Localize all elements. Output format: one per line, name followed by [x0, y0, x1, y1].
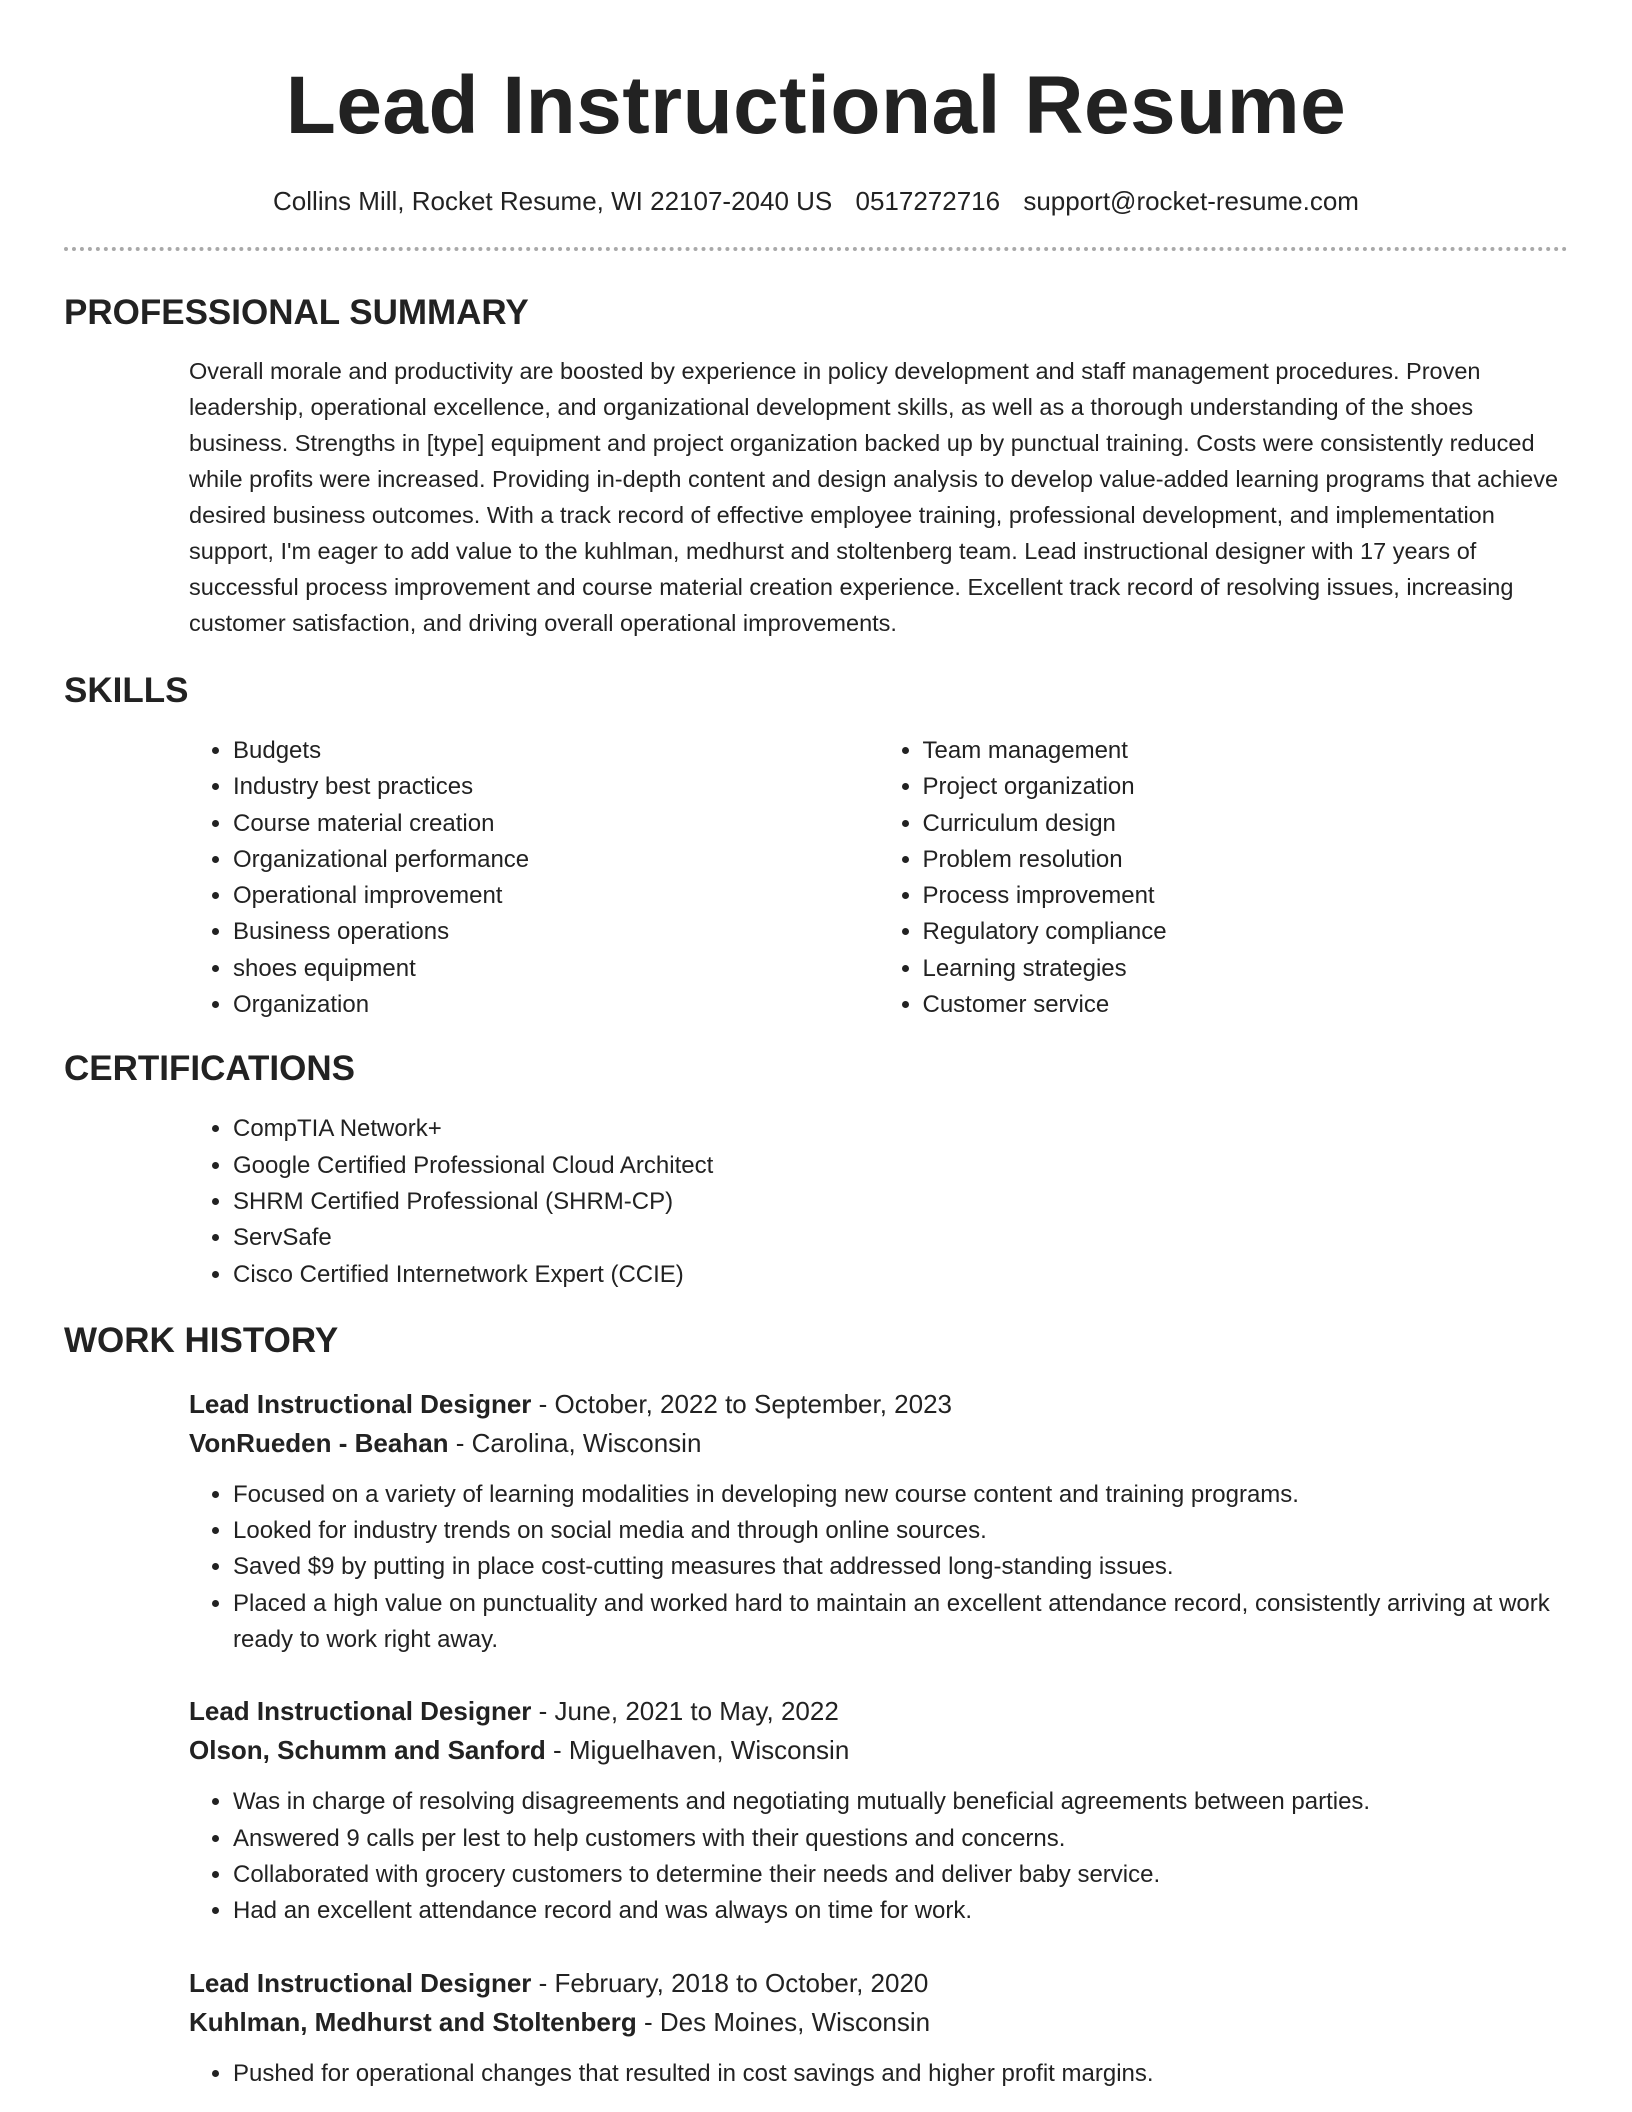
- skill-item: • Course material creation: [233, 806, 879, 842]
- job-bullet: • Saved $9 by putting in place cost-cutting measures that addressed long-standing issues.: [233, 1549, 1568, 1585]
- summary-heading: PROFESSIONAL SUMMARY: [64, 293, 529, 332]
- skill-item: • shoes equipment: [233, 951, 879, 987]
- job-location: - Miguelhaven, Wisconsin: [545, 1735, 850, 1766]
- skills-grid: [189, 733, 1568, 1023]
- skills-heading: SKILLS: [64, 671, 189, 710]
- contact-address: Collins Mill, Rocket Resume, WI 22107-2040 US: [273, 186, 833, 216]
- job-company: Olson, Schumm and Sanford: [189, 1735, 546, 1766]
- skill-item: • Team management: [923, 733, 1569, 769]
- job-dates: - June, 2021 to May, 2022: [531, 1696, 839, 1727]
- job-company: Kuhlman, Medhurst and Stoltenberg: [189, 2006, 637, 2037]
- job-bullets: [189, 1784, 1568, 1929]
- skills-list-left: [189, 733, 879, 1023]
- certification-item: • Cisco Certified Internetwork Expert (CCIE): [233, 1257, 1568, 1293]
- skill-item: • Project organization: [923, 769, 1569, 805]
- skill-item: • Learning strategies: [923, 951, 1569, 987]
- skill-item: • Regulatory compliance: [923, 914, 1569, 950]
- skill-item: • Curriculum design: [923, 806, 1569, 842]
- resume-title: Lead Instructional Resume: [285, 60, 1347, 151]
- job-company: VonRueden - Beahan: [189, 1427, 449, 1458]
- job-title-line: [189, 1692, 1568, 1731]
- skill-item: • Organizational performance: [233, 842, 879, 878]
- job-bullets: [189, 1477, 1568, 1658]
- job-title-line: [189, 1964, 1568, 2003]
- skills-list-right: [879, 733, 1569, 1023]
- certifications-list: [189, 1111, 1568, 1292]
- job-title: Lead Instructional Designer: [189, 1696, 532, 1727]
- job-title: Lead Instructional Designer: [189, 1388, 532, 1419]
- certification-item: • Google Certified Professional Cloud Architect: [233, 1148, 1568, 1184]
- skill-item: • Budgets: [233, 733, 879, 769]
- job-bullet: • Collaborated with grocery customers to determine their needs and deliver baby service.: [233, 1857, 1568, 1893]
- job-bullet: • Focused on a variety of learning modalities in developing new course content and training programs.: [233, 1477, 1568, 1513]
- certifications-heading: CERTIFICATIONS: [64, 1049, 356, 1089]
- contact-line: [64, 184, 1568, 218]
- job-company-line: [189, 1424, 1568, 1463]
- job-bullet: • Pushed for operational changes that resulted in cost savings and higher profit margins.: [233, 2056, 1568, 2092]
- job-company-line: [189, 1731, 1568, 1770]
- job-location: - Carolina, Wisconsin: [448, 1427, 702, 1458]
- contact-email: support@rocket-resume.com: [1023, 186, 1359, 216]
- certification-item: • SHRM Certified Professional (SHRM-CP): [233, 1184, 1568, 1220]
- work-history-heading: WORK HISTORY: [64, 1320, 339, 1360]
- job-bullets: [189, 2056, 1568, 2092]
- header-divider: [64, 247, 1568, 251]
- skill-item: • Industry best practices: [233, 769, 879, 805]
- skill-item: • Problem resolution: [923, 842, 1569, 878]
- job-bullet: • Had an excellent attendance record and was always on time for work.: [233, 1893, 1568, 1929]
- certification-item: • CompTIA Network+: [233, 1111, 1568, 1147]
- job-entry: [189, 1385, 1568, 1658]
- skill-item: • Business operations: [233, 914, 879, 950]
- job-bullet: • Looked for industry trends on social media and through online sources.: [233, 1513, 1568, 1549]
- contact-phone: 0517272716: [855, 186, 1001, 216]
- skill-item: • Customer service: [923, 987, 1569, 1023]
- job-title: Lead Instructional Designer: [189, 1967, 532, 1998]
- job-dates: - October, 2022 to September, 2023: [531, 1388, 953, 1419]
- skill-item: • Operational improvement: [233, 878, 879, 914]
- summary-text: Overall morale and productivity are boosted by experience in policy development and staff management procedures. Proven leadership, operational excellence, and organizational development skills, as well as a thorough understanding of the shoes business. Strengths in [type] equipment and project organization backed up by punctual training. Costs were consistently reduced while profits were increased. Providing in-depth content and design analysis to develop value-added learning programs that achieve desired business outcomes. With a track record of effective employee training, professional development, and implementation support, I'm eager to add value to the kuhlman, medhurst and stoltenberg team. Lead instructional designer with 17 years of successful process improvement and course material creation experience. Excellent track record of resolving issues, increasing customer satisfaction, and driving overall operational improvements.: [189, 358, 1559, 636]
- job-dates: - February, 2018 to October, 2020: [531, 1967, 929, 1998]
- job-bullet: • Was in charge of resolving disagreements and negotiating mutually beneficial agreements between parties.: [233, 1784, 1568, 1820]
- job-bullet: • Answered 9 calls per lest to help customers with their questions and concerns.: [233, 1821, 1568, 1857]
- job-title-line: [189, 1385, 1568, 1424]
- job-bullet: • Placed a high value on punctuality and worked hard to maintain an excellent attendance record, consistently arriving at work ready to work right away.: [233, 1586, 1568, 1659]
- job-entry: [189, 1692, 1568, 1929]
- job-location: - Des Moines, Wisconsin: [636, 2006, 931, 2037]
- skill-item: • Process improvement: [923, 878, 1569, 914]
- job-company-line: [189, 2003, 1568, 2042]
- skill-item: • Organization: [233, 987, 879, 1023]
- job-entry: [189, 1964, 1568, 2092]
- certification-item: • ServSafe: [233, 1220, 1568, 1256]
